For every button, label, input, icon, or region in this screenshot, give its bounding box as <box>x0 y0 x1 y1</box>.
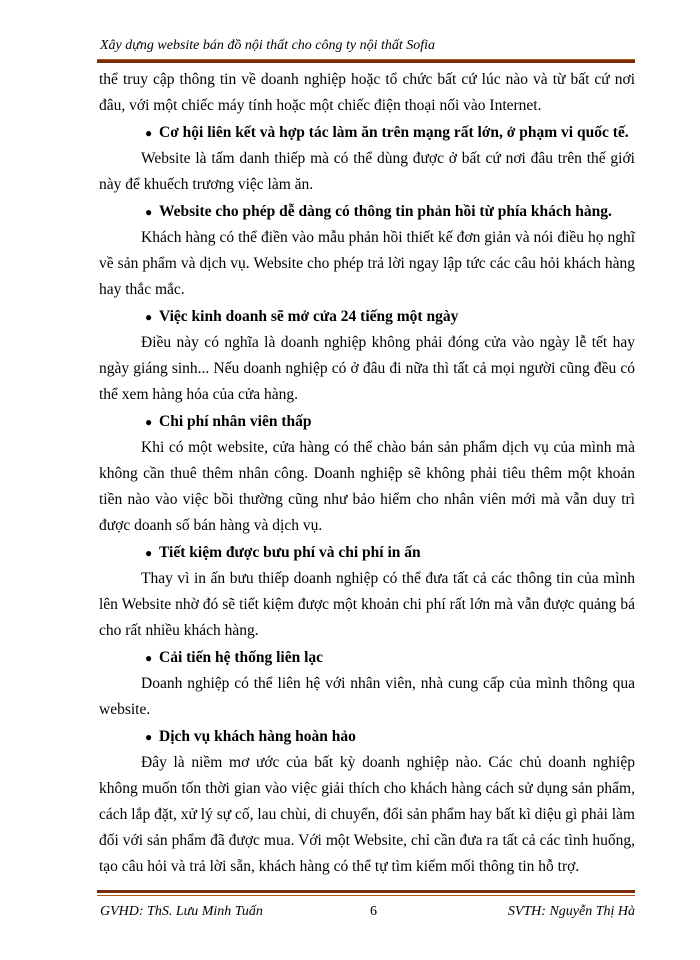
section-heading: ● Website cho phép dễ dàng có thông tin phản hồi từ phía khách hàng. <box>99 199 635 225</box>
intro-paragraph: thể truy cập thông tin về doanh nghiệp hoặc tổ chức bất cứ lúc nào và từ bất cứ nơi đâu, với một chiếc máy tính hoặc một chiếc điện thoại nối vào Internet. <box>99 71 635 114</box>
section-paragraph: Website là tấm danh thiếp mà có thể dùng được ở bất cứ nơi đâu trên thế giới này để khuếch trương việc làm ăn. <box>99 150 635 193</box>
bullet-icon: ● <box>145 546 153 560</box>
section-heading: ● Cơ hội liên kết và hợp tác làm ăn trên mạng rất lớn, ở phạm vi quốc tế. <box>99 120 635 146</box>
bullet-icon: ● <box>145 651 153 665</box>
section-heading: ● Chi phí nhân viên thấp <box>99 409 635 435</box>
document-body <box>99 67 635 880</box>
section-paragraph: Doanh nghiệp có thể liên hệ với nhân viên, nhà cung cấp của mình thông qua website. <box>99 675 635 718</box>
bullet-icon: ● <box>145 730 153 744</box>
footer-rule <box>97 890 635 896</box>
section-paragraph: Thay vì in ấn bưu thiếp doanh nghiệp có thể đưa tất cả các thông tin của mình lên Website nhờ đó sẽ tiết kiệm được một khoản chi phí rất lớn mà vẫn được quảng bá cho rất nhiều khách hàng. <box>99 570 635 639</box>
section-heading: ● Tiết kiệm được bưu phí và chi phí in ấn <box>99 540 635 566</box>
bullet-icon: ● <box>145 126 153 140</box>
section-paragraph: Khi có một website, cửa hàng có thể chào bán sản phẩm dịch vụ của mình mà không cần thuê thêm nhân công. Doanh nghiệp sẽ không phải tiêu thêm một khoản tiền nào vào việc bồi thường cũng như bảo hiểm cho nhân viên mới mà vẫn duy trì được doanh số bán hàng và dịch vụ. <box>99 439 635 534</box>
header-rule <box>97 57 635 63</box>
section-paragraph: Đây là niềm mơ ước của bất kỳ doanh nghiệp nào. Các chủ doanh nghiệp không muốn tốn thời gian vào việc giải thích cho khách hàng cách sử dụng sản phẩm, cách lắp đặt, xử lý sự cố, lau chùi, di chuyển, đổi sản phẩm hay bất kì diệu gì phải làm đối với sản phẩm đã được mua. Với một Website, chỉ cần đưa ra tất cả các tình huống, tạo câu hỏi và trả lời sẵn, khách hàng có thể tự tìm kiếm mối thông tin hỗ trợ. <box>99 754 635 875</box>
footer-supervisor: GVHD: ThS. Lưu Minh Tuấn <box>100 904 263 919</box>
section-heading: ● Cải tiến hệ thống liên lạc <box>99 645 635 671</box>
section-heading: ● Dịch vụ khách hàng hoàn hảo <box>99 724 635 750</box>
page-number: 6 <box>370 904 377 919</box>
section-paragraph: Điều này có nghĩa là doanh nghiệp không phải đóng cửa vào ngày lễ tết hay ngày giáng sinh... Nếu doanh nghiệp có ở đâu đi nữa thì tất cả mọi người cũng đều có thể xem hàng hóa của cửa hàng. <box>99 334 635 403</box>
section-heading: ● Việc kinh doanh sẽ mở cửa 24 tiếng một ngày <box>99 304 635 330</box>
section-paragraph: Khách hàng có thể điền vào mẫu phản hồi thiết kế đơn giản và nói điều họ nghĩ về sản phẩm và dịch vụ. Website cho phép trả lời ngay lập tức các câu hỏi khách hàng hay thắc mắc. <box>99 229 635 298</box>
footer-student: SVTH: Nguyễn Thị Hà <box>507 904 635 919</box>
bullet-icon: ● <box>145 415 153 429</box>
page-header: Xây dựng website bán đồ nội thất cho công ty nội thất Sofia <box>100 38 436 53</box>
bullet-icon: ● <box>145 310 153 324</box>
bullet-icon: ● <box>145 205 153 219</box>
